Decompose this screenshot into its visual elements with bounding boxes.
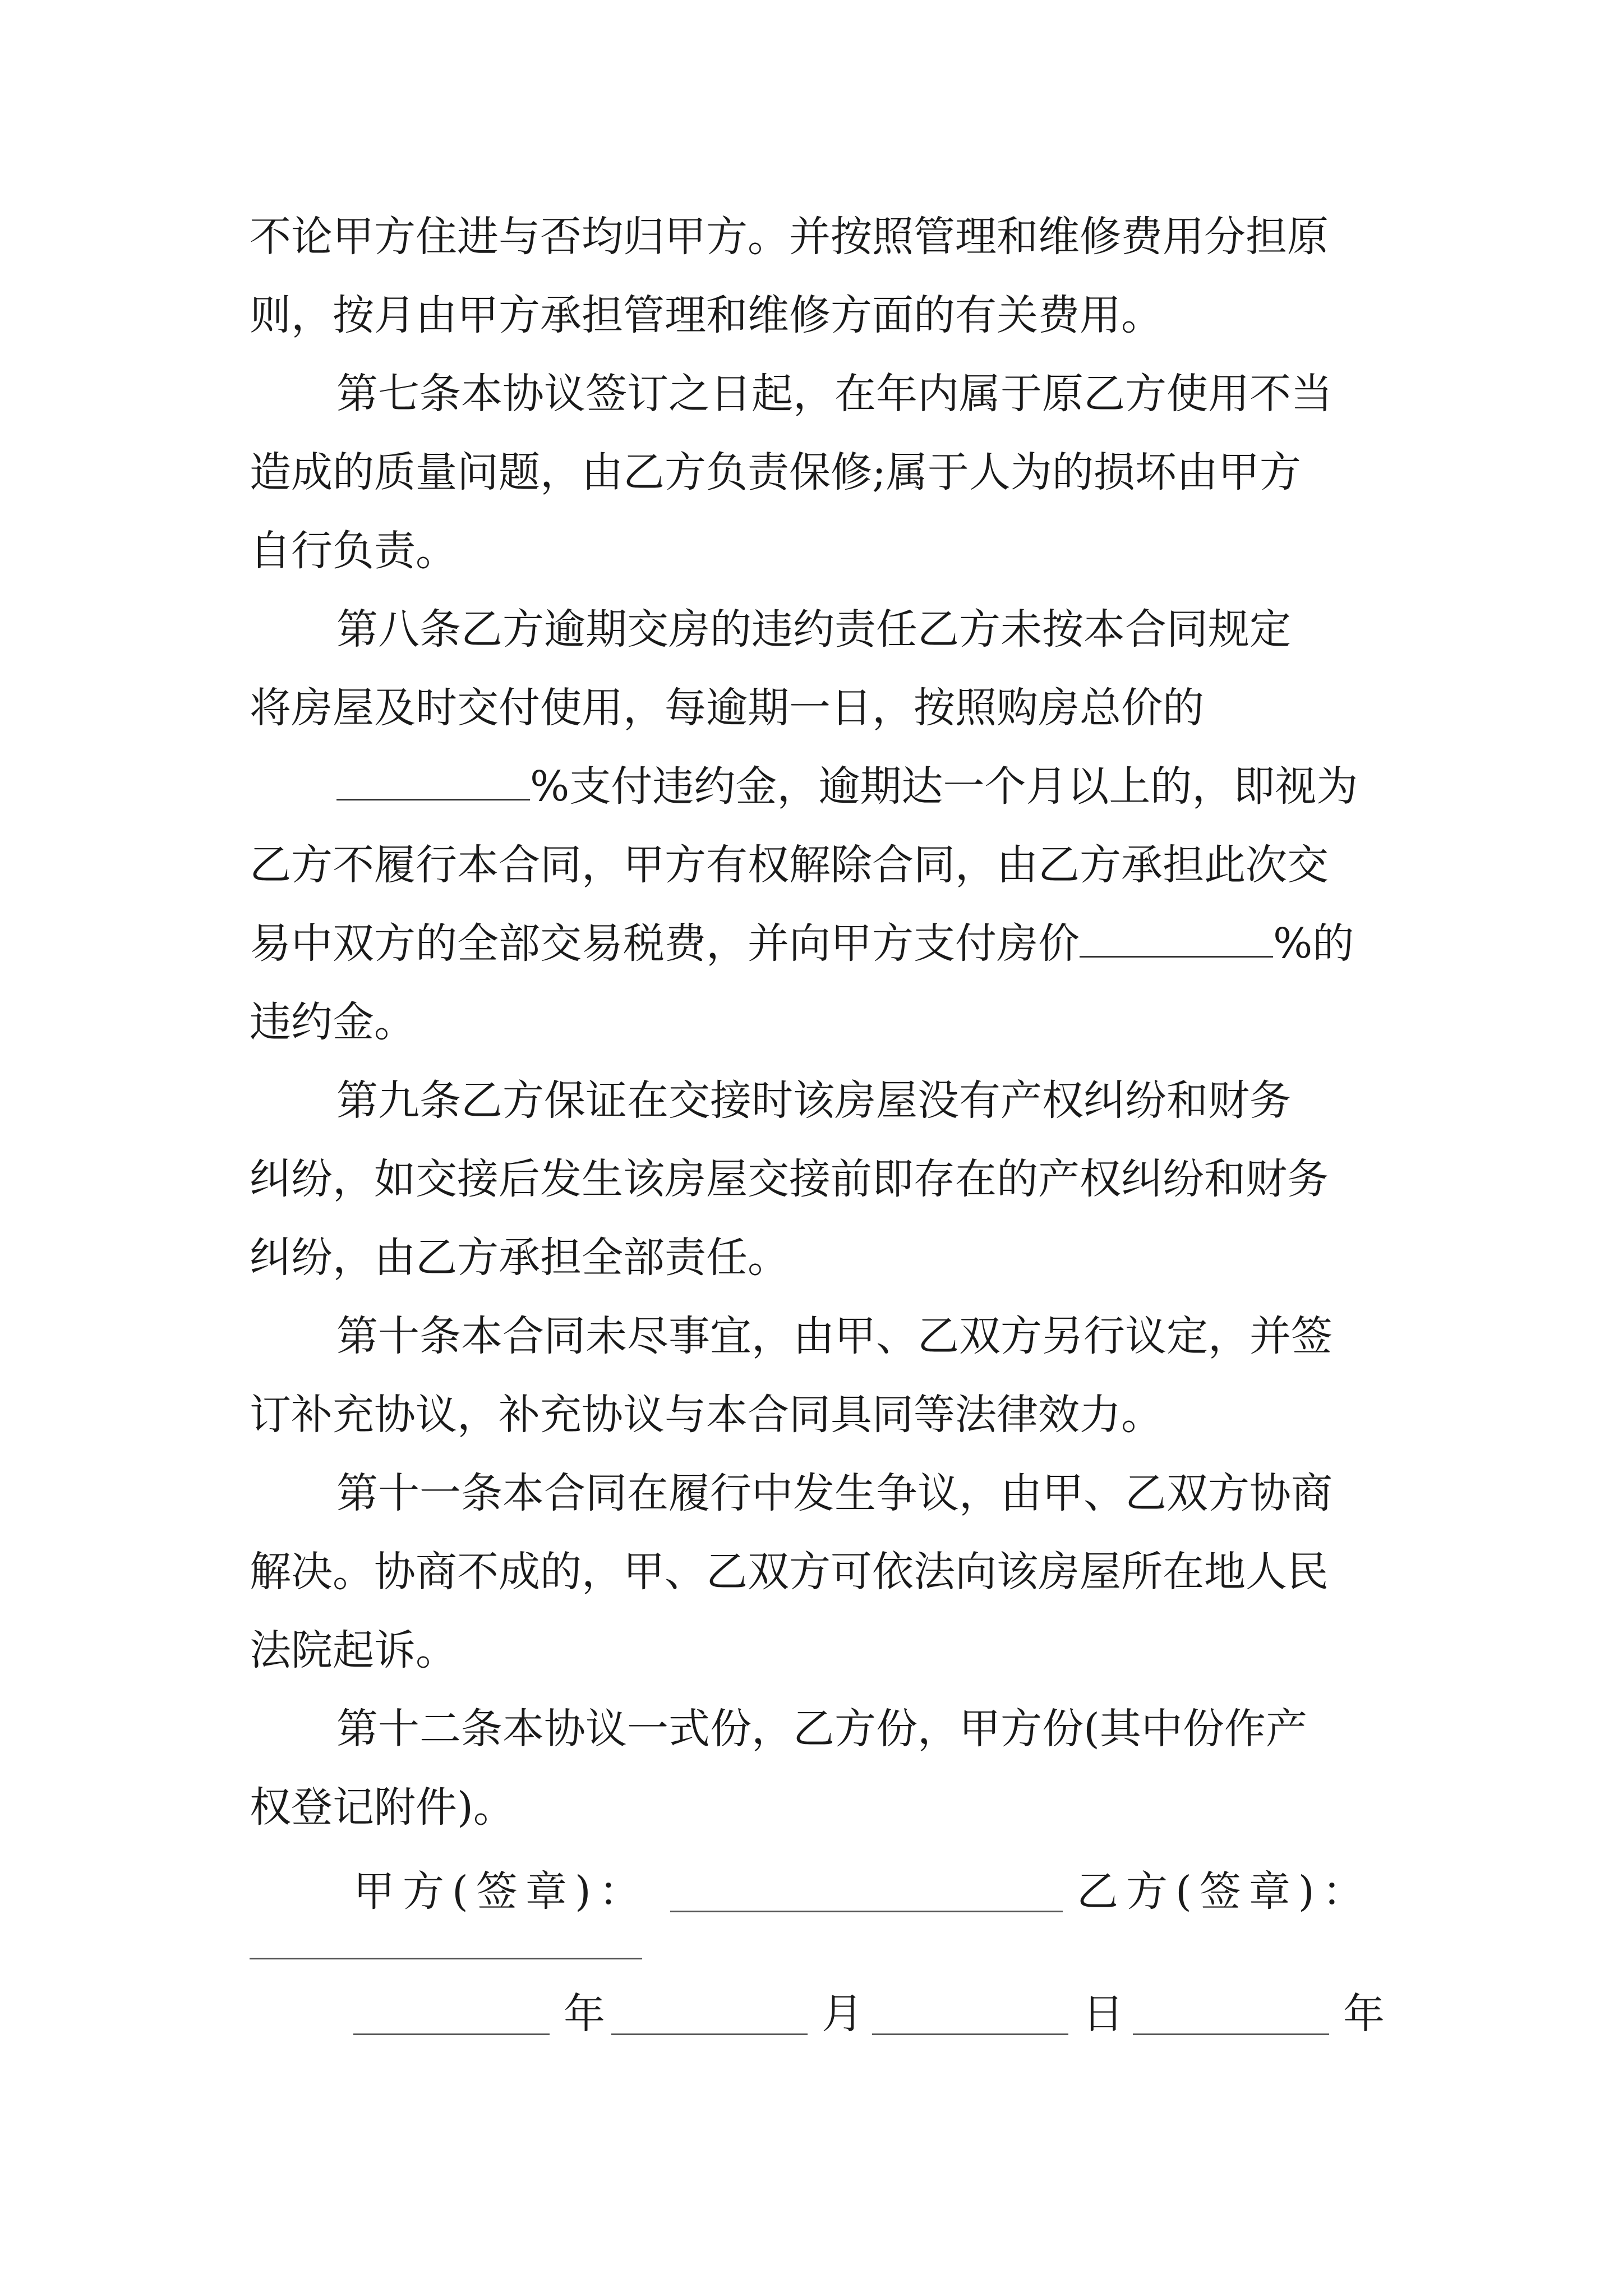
paragraph-line: 纠纷，由乙方承担全部责任。 (250, 1234, 789, 1282)
party-a-signature-line[interactable] (670, 1877, 1063, 1912)
clause-11-line: 第十一条本合同在履行中发生争议，由甲、乙双方协商 (336, 1469, 1332, 1517)
paragraph-line: 自行负责。 (250, 527, 457, 575)
paragraph-text: %支付违约金，逾期达一个月以上的，即视为 (530, 762, 1358, 811)
clause-8-line: 第八条乙方逾期交房的违约责任乙方未按本合同规定 (336, 605, 1291, 654)
paragraph-line: 违约金。 (250, 998, 416, 1046)
party-b-signature-line[interactable] (250, 1930, 642, 1959)
year-label-2: 年 (1343, 1990, 1385, 2038)
month-label: 月 (822, 1990, 863, 2038)
day-label: 日 (1082, 1990, 1124, 2038)
party-a-signature-label: 甲方(签章)： (353, 1867, 648, 1916)
party-b-signature-label: 乙方(签章)： (1077, 1867, 1372, 1916)
paragraph-line: 法院起诉。 (250, 1626, 457, 1674)
clause-9-line: 第九条乙方保证在交接时该房屋没有产权纠纷和财务 (336, 1076, 1291, 1125)
paragraph-line: 将房屋及时交付使用，每逾期一日，按照购房总价的 (250, 684, 1204, 732)
paragraph-line: 纠纷，如交接后发生该房屋交接前即存在的产权纠纷和财务 (250, 1155, 1329, 1203)
year-blank-1[interactable] (353, 2005, 550, 2035)
month-blank[interactable] (611, 2005, 808, 2035)
year-blank-2[interactable] (1133, 2005, 1329, 2035)
day-blank[interactable] (872, 2005, 1068, 2035)
paragraph-line: 订补充协议，补充协议与本合同具同等法律效力。 (250, 1391, 1163, 1439)
year-label-1: 年 (564, 1990, 605, 2038)
paragraph-line: 不论甲方住进与否均归甲方。并按照管理和维修费用分担原 (250, 213, 1329, 261)
paragraph-text: %的 (1273, 919, 1354, 968)
price-penalty-line (250, 915, 1354, 972)
paragraph-line: 权登记附件)。 (250, 1783, 515, 1832)
paragraph-line: 造成的质量问题，由乙方负责保修;属于人为的损坏由甲方 (250, 448, 1301, 496)
penalty-rate-blank[interactable] (336, 764, 530, 800)
penalty-rate-line (336, 758, 1358, 815)
paragraph-text: 易中双方的全部交易税费，并向甲方支付房价 (250, 919, 1080, 968)
paragraph-line: 解决。协商不成的，甲、乙双方可依法向该房屋所在地人民 (250, 1548, 1329, 1596)
paragraph-line: 乙方不履行本合同，甲方有权解除合同，由乙方承担此次交 (250, 841, 1329, 889)
clause-7-line: 第七条本协议签订之日起，在年内属于原乙方使用不当 (336, 370, 1332, 418)
paragraph-line: 则，按月由甲方承担管理和维修方面的有关费用。 (250, 291, 1163, 339)
price-percent-blank[interactable] (1080, 921, 1273, 958)
clause-10-line: 第十条本合同未尽事宜，由甲、乙双方另行议定，并签 (336, 1312, 1332, 1360)
clause-12-line: 第十二条本协议一式份，乙方份，甲方份(其中份作产 (336, 1705, 1307, 1753)
